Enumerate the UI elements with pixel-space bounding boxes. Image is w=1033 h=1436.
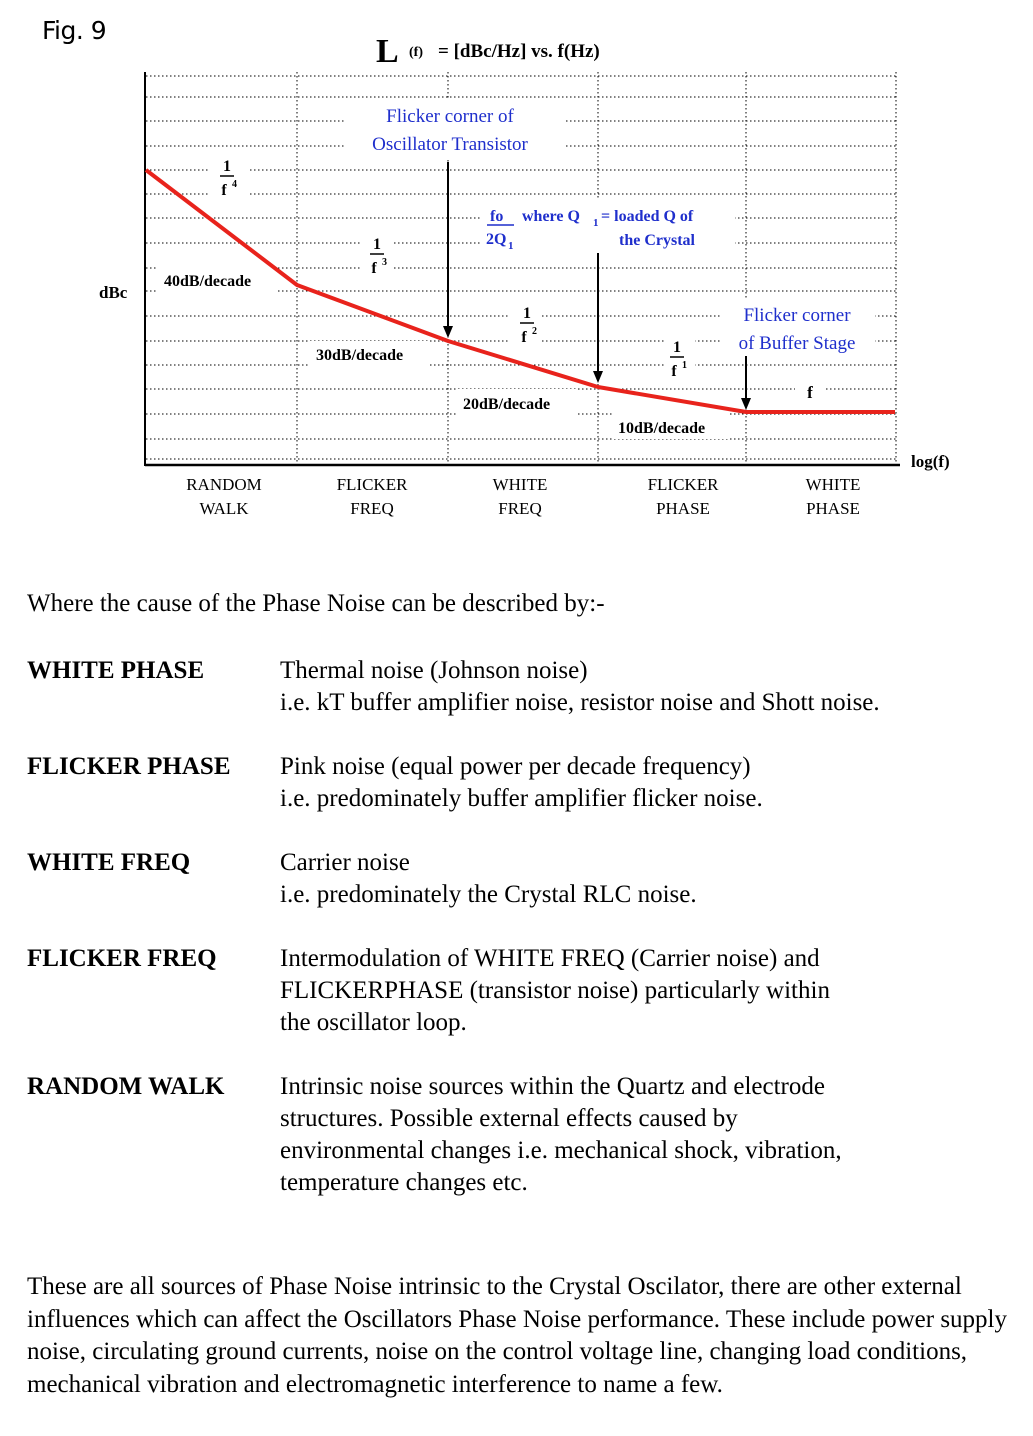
flicker-corner-buf-line2: of Buffer Stage: [738, 333, 856, 354]
definition-line: i.e. predominately the Crystal RLC noise.: [280, 881, 697, 908]
definition-term: FLICKER PHASE: [27, 753, 231, 780]
definition-line: structures. Possible external effects caused by: [280, 1105, 738, 1132]
where-q1-sub: 1: [593, 217, 599, 229]
fo-denominator-sub: 1: [508, 240, 514, 252]
definition-line: environmental changes i.e. mechanical shock, vibration,: [280, 1137, 842, 1164]
definition-description: [280, 847, 1017, 911]
slope-fraction-exponent: 4: [232, 179, 237, 190]
region-label-line1: WHITE: [805, 475, 861, 494]
slope-fraction-denominator: f: [221, 182, 227, 199]
definition-line: Thermal noise (Johnson noise): [280, 657, 588, 684]
flicker-corner-buf-line1: Flicker corner: [743, 305, 851, 326]
slope-fraction-exponent: 1: [682, 360, 687, 371]
region-label-line1: FLICKER: [647, 475, 719, 494]
region-label-line1: RANDOM: [186, 475, 262, 494]
definition-line: Intrinsic noise sources within the Quartz and electrode: [280, 1073, 825, 1100]
slope-label-20: 20dB/decade: [463, 396, 551, 413]
y-axis-label: dBc: [99, 283, 128, 302]
flicker-corner-osc-line1: Flicker corner of: [386, 106, 514, 127]
fo-numerator: fo: [490, 208, 504, 225]
definition-line: Carrier noise: [280, 849, 410, 876]
definition-description: [280, 943, 1017, 1039]
title-f: (f): [409, 45, 423, 60]
definition-line: FLICKERPHASE (transistor noise) particularly within: [280, 977, 830, 1004]
closing-paragraph: These are all sources of Phase Noise intrinsic to the Crystal Oscilator, there are other external influences which can affect the Oscillators Phase Noise performance. These include power supply noise, circulating ground currents, noise on the control voltage line, changing load conditions, mechanical vibration and electromagnetic interference to name a few.: [27, 1273, 1007, 1398]
region-label-line1: FLICKER: [336, 475, 408, 494]
definition-description: [280, 1071, 1017, 1199]
title-rest: = [dBc/Hz] vs. f(Hz): [438, 41, 600, 62]
definition-row: [27, 655, 1017, 719]
title-L: L: [376, 33, 399, 70]
slope-fraction-denominator: f: [371, 260, 377, 277]
region-label-line2: FREQ: [350, 499, 394, 518]
corner-arrows: [443, 162, 751, 410]
definitions-list: [27, 655, 1017, 1231]
slope-fraction-denominator: f: [671, 363, 677, 380]
definition-description: [280, 655, 1017, 719]
slope-fraction-denominator: f: [521, 329, 527, 346]
definition-line: Pink noise (equal power per decade frequency): [280, 753, 751, 780]
fo-denominator: 2Q: [486, 231, 507, 248]
phase-noise-diagram: [0, 0, 1033, 560]
slope-label-10: 10dB/decade: [618, 420, 706, 437]
definition-line: i.e. kT buffer amplifier noise, resistor noise and Shott noise.: [280, 689, 880, 716]
slope-fraction-numerator: 1: [523, 305, 531, 322]
definition-row: [27, 751, 1017, 815]
slope-fraction-numerator: 1: [223, 158, 231, 175]
definition-line: i.e. predominately buffer amplifier flicker noise.: [280, 785, 763, 812]
slope-fraction-exponent: 2: [532, 326, 537, 337]
slope-fraction-numerator: 1: [673, 339, 681, 356]
flicker-corner-osc-line2: Oscillator Transistor: [372, 134, 528, 155]
definition-row: [27, 1071, 1017, 1199]
definition-line: the oscillator loop.: [280, 1009, 467, 1036]
definition-row: [27, 847, 1017, 911]
slope-label-30: 30dB/decade: [316, 347, 404, 364]
region-label-line2: PHASE: [806, 499, 860, 518]
slope-label-40: 40dB/decade: [164, 273, 252, 290]
loaded-q: = loaded Q of: [601, 208, 694, 225]
region-label-line2: FREQ: [498, 499, 542, 518]
region-label-line2: WALK: [199, 499, 249, 518]
definition-term: RANDOM WALK: [27, 1073, 225, 1100]
region-label-line2: PHASE: [656, 499, 710, 518]
definition-term: FLICKER FREQ: [27, 945, 217, 972]
the-crystal: the Crystal: [619, 232, 695, 249]
flat-f-label: f: [807, 383, 813, 402]
definition-term: WHITE FREQ: [27, 849, 191, 876]
region-label-line1: WHITE: [492, 475, 548, 494]
x-axis-label: log(f): [911, 452, 950, 471]
where-q1: where Q: [522, 208, 580, 225]
figure-label: Fig. 9: [42, 16, 107, 45]
definition-description: [280, 751, 1017, 815]
definition-line: temperature changes etc.: [280, 1169, 528, 1196]
definition-line: Intermodulation of WHITE FREQ (Carrier noise) and: [280, 945, 820, 972]
definition-row: [27, 943, 1017, 1039]
slope-fraction-exponent: 3: [382, 257, 387, 268]
slope-fraction-numerator: 1: [373, 236, 381, 253]
intro-text: Where the cause of the Phase Noise can be described by:-: [27, 590, 605, 617]
definition-term: WHITE PHASE: [27, 657, 205, 684]
